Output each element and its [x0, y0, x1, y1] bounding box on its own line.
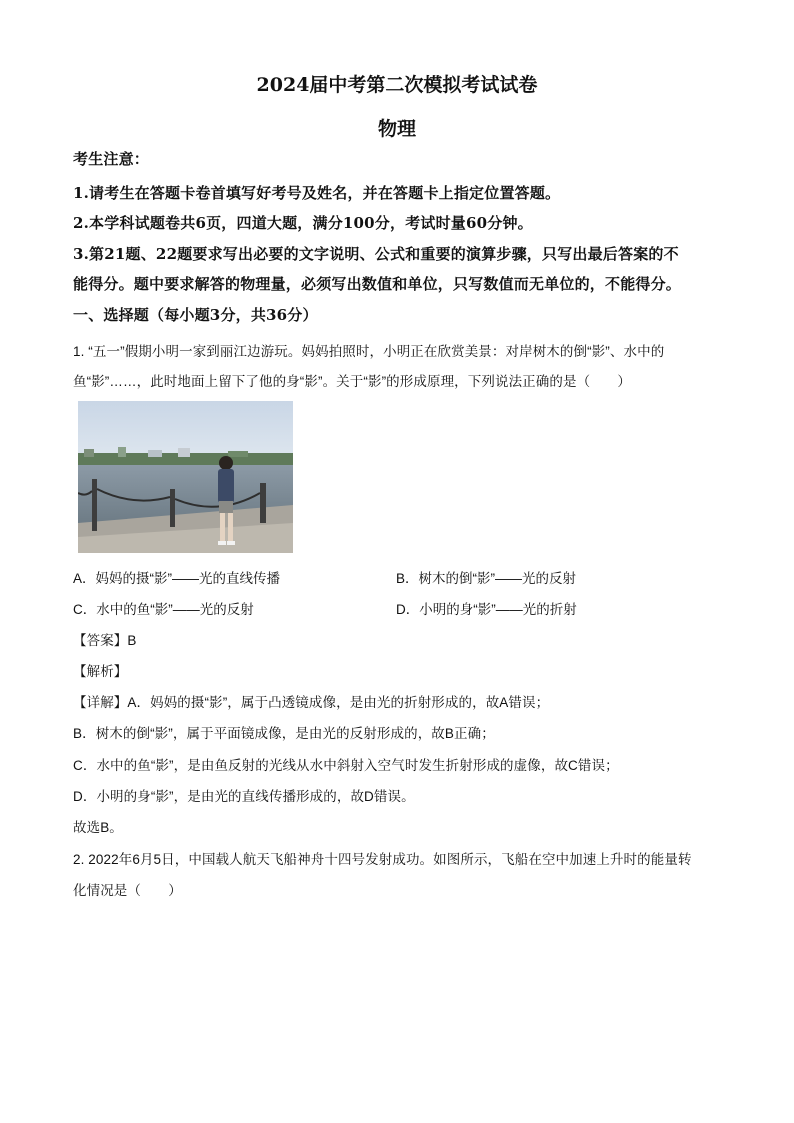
q1-conclusion: 故选B。 — [73, 820, 123, 835]
q2-stem-line1: 2. 2022年6月5日，中国载人航天飞船神舟十四号发射成功。如图所示，飞船在空中加速上升时的能量转 — [73, 852, 692, 867]
q1-analysis-heading: 【解析】 — [73, 664, 128, 679]
riverside-photo — [78, 401, 293, 553]
notice-heading: 考生注意： — [73, 150, 150, 168]
section-heading: 一、选择题（每小题3分，共36分） — [73, 306, 318, 324]
q1-detail-d: D．小明的身“影”，是由光的直线传播形成的，故D错误。 — [73, 789, 415, 804]
q1-option-b: B．树木的倒“影”——光的反射 — [396, 571, 576, 586]
notice-item-3: 3.第21题、22题要求写出必要的文字说明、公式和重要的演算步骤，只写出最后答案的不 — [73, 245, 679, 263]
notice-item-3-cont: 能得分。题中要求解答的物理量，必须写出数值和单位，只写数值而无单位的，不能得分。 — [73, 275, 682, 293]
q1-detail-a: 【详解】A．妈妈的摄“影”，属于凸透镜成像，是由光的折射形成的，故A错误； — [73, 695, 550, 710]
q1-option-d: D．小明的身“影”——光的折射 — [396, 602, 577, 617]
q1-option-a: A．妈妈的摄“影”——光的直线传播 — [73, 571, 280, 586]
q2-stem-line2: 化情况是（ ） — [73, 883, 182, 898]
q1-stem-line2: 鱼“影”……，此时地面上留下了他的身“影”。关于“影”的形成原理，下列说法正确的是（ ） — [73, 374, 631, 389]
riverside-photo-illustration — [78, 401, 293, 553]
notice-item-2: 2.本学科试题卷共6页，四道大题，满分100分，考试时量60分钟。 — [73, 214, 533, 232]
q1-answer: 【答案】B — [73, 633, 137, 648]
q1-detail-b: B．树木的倒“影”，属于平面镜成像，是由光的反射形成的，故B正确； — [73, 726, 495, 741]
q1-option-c: C．水中的鱼“影”——光的反射 — [73, 602, 254, 617]
q1-detail-c: C．水中的鱼“影”，是由鱼反射的光线从水中斜射入空气时发生折射形成的虚像，故C错误； — [73, 758, 619, 773]
q1-stem-line1: 1. “五一”假期小明一家到丽江边游玩。妈妈拍照时，小明正在欣赏美景：对岸树木的倒“影”、水中的 — [73, 344, 665, 359]
exam-title: 2024届中考第二次模拟考试试卷 — [256, 74, 538, 96]
notice-item-1: 1.请考生在答题卡卷首填写好考号及姓名，并在答题卡上指定位置答题。 — [73, 184, 561, 202]
subject-title: 物理 — [377, 118, 416, 140]
